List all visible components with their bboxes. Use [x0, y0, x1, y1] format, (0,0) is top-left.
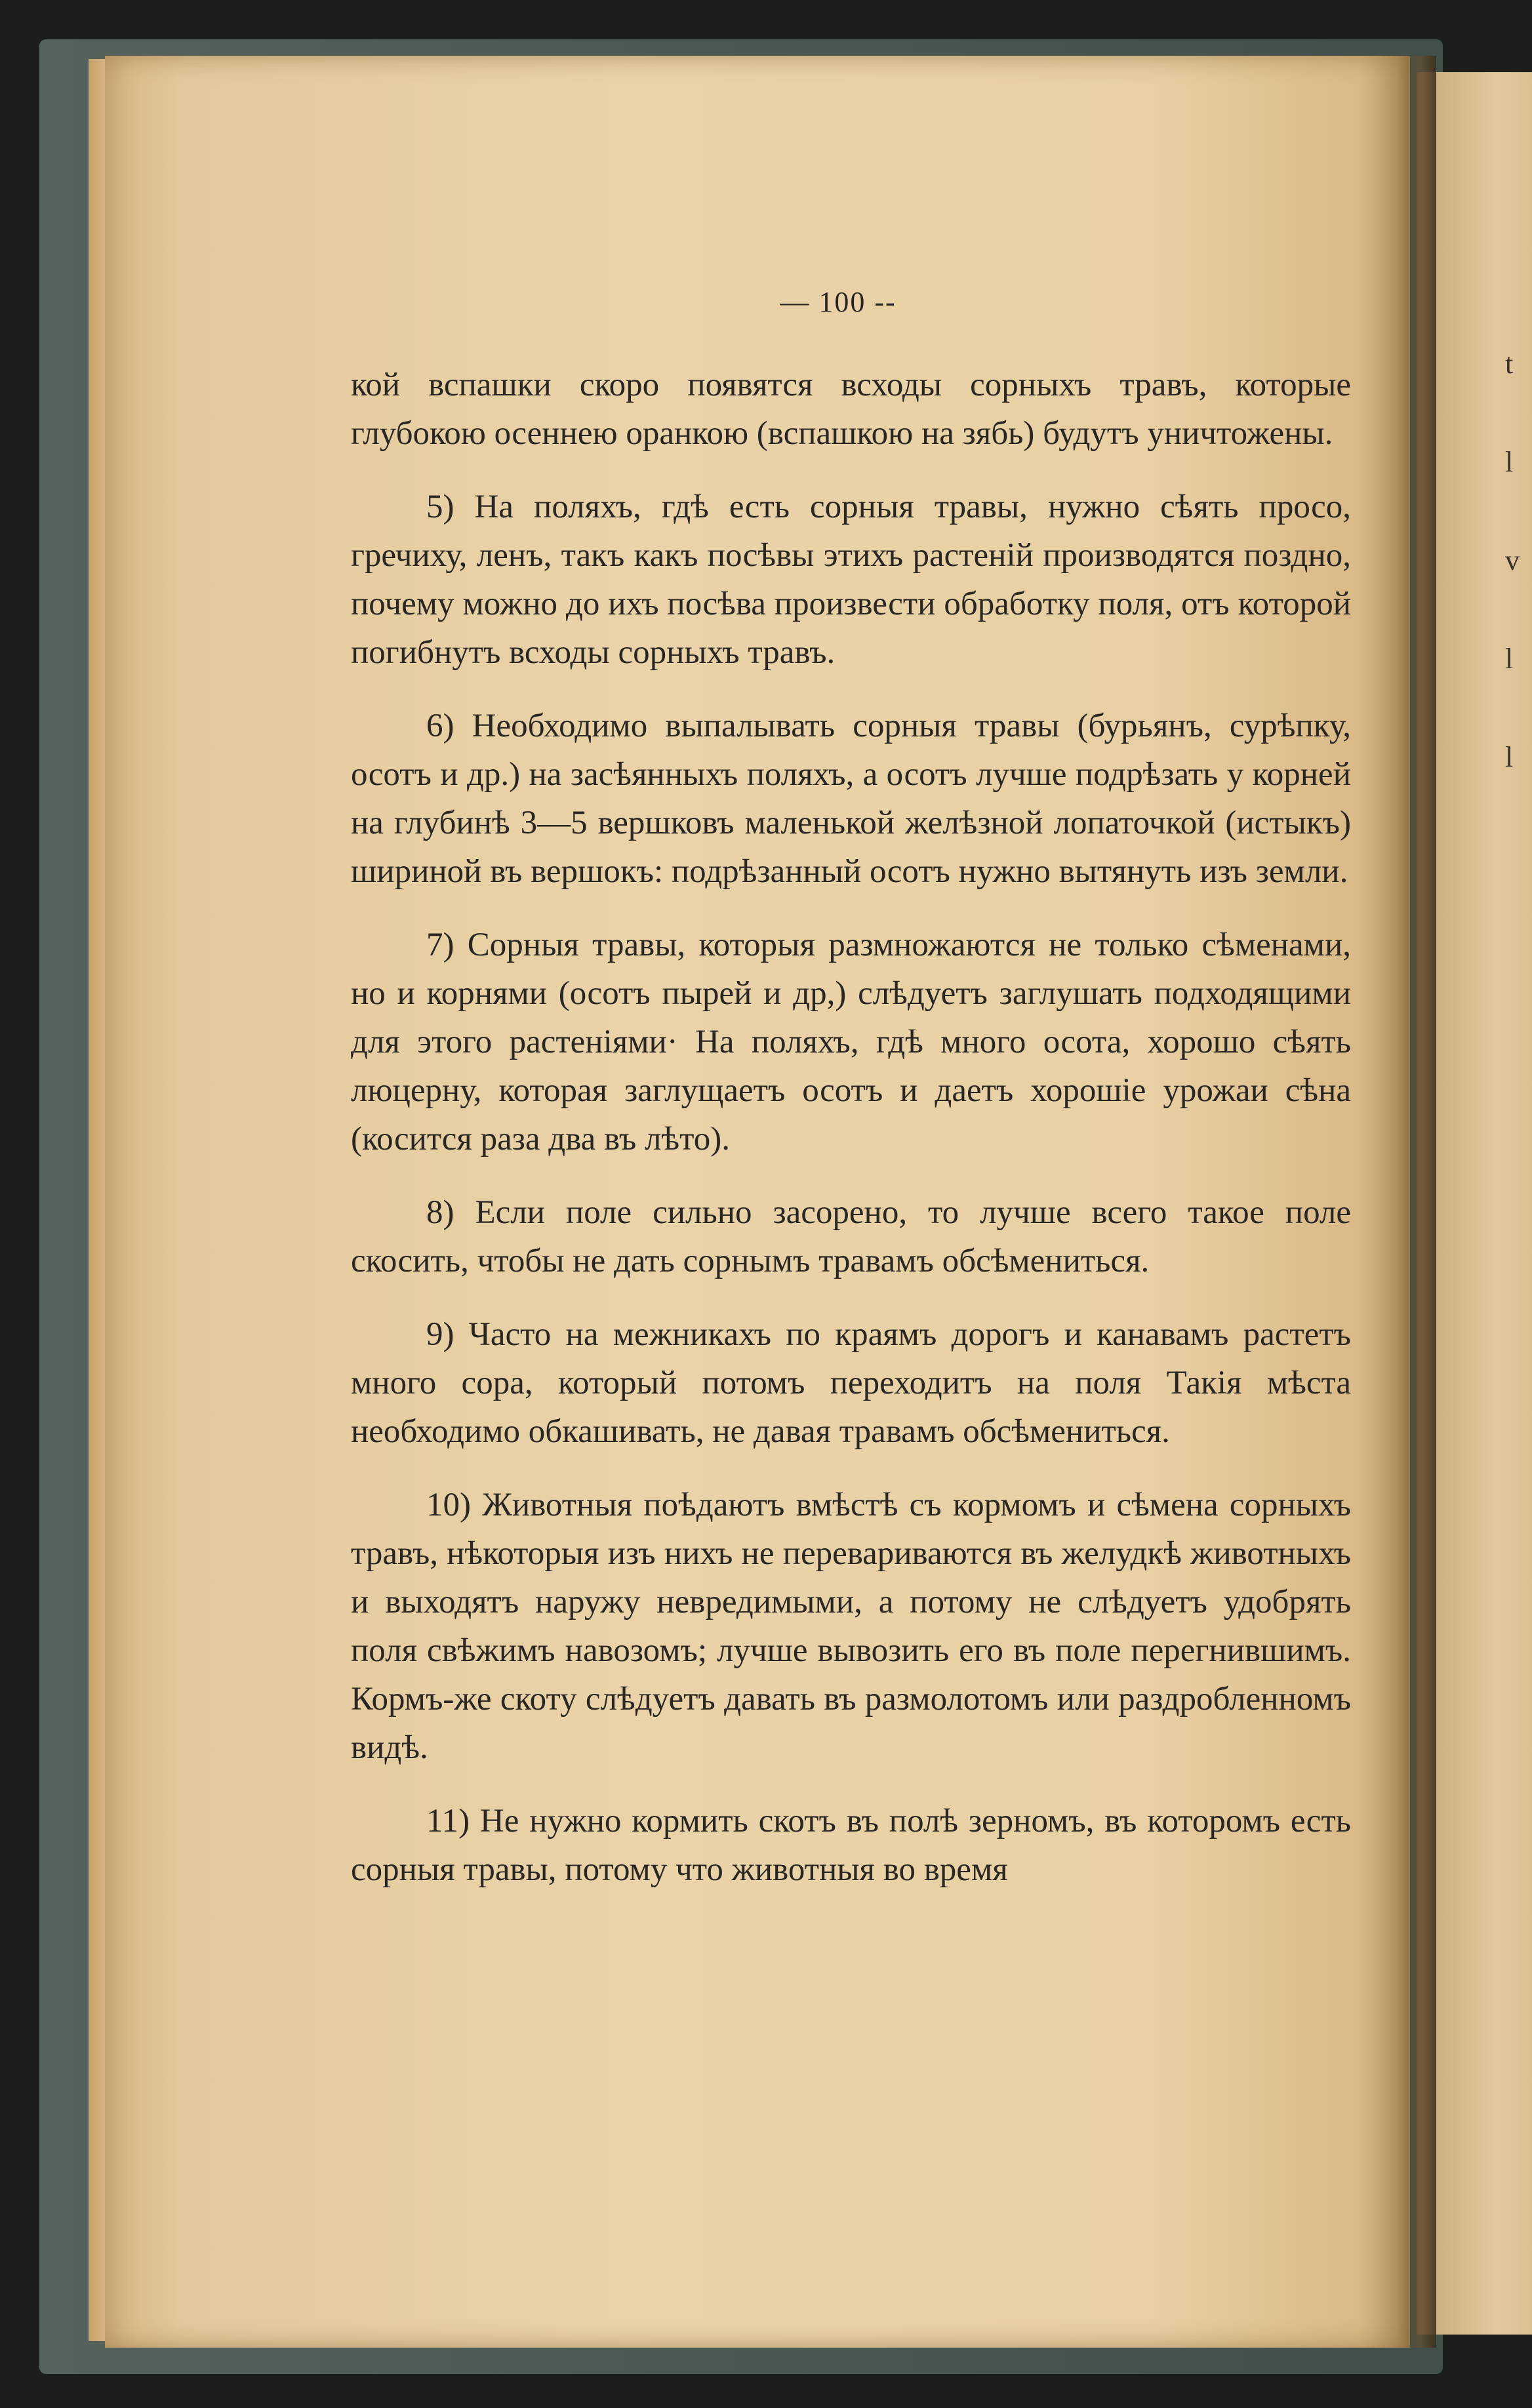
page-gutter-shadow — [1397, 56, 1436, 2348]
paragraph: 6) Необходимо выпалывать сорныя травы (бурьянъ, сурѣпку, осотъ и др.) на засѣянныхъ поляхъ, а осотъ лучше подрѣзать у корней на глубинѣ 3—5 вершковъ маленькой желѣзной лопаточкой (истыкъ) шириной въ вершокъ: подрѣзанный осотъ нужно вытянуть изъ земли. — [351, 708, 1351, 890]
facing-page-letter: t — [1505, 348, 1514, 380]
paragraph: кой вспашки скоро появятся всходы сорныхъ травъ, которые глубокою осеннею оранкою (вспашкою на зябь) будутъ уничтожены. — [351, 367, 1351, 452]
paragraph: 7) Сорныя травы, которыя размножаются не только сѣменами, но и корнями (осотъ пырей и др,) слѣдуетъ заглушать подходящими для этого растенiями· На поляхъ, гдѣ много осота, хорошо сѣять люцерну, которая заглущаетъ осотъ и даетъ хорошiе урожаи сѣна (косится раза два въ лѣто). — [351, 927, 1351, 1157]
paragraph: 5) На поляхъ, гдѣ есть сорныя травы, нужно сѣять просо, гречиху, ленъ, такъ какъ посѣвы этихъ растенiй производятся поздно, почему можно до ихъ посѣва произвести обработку поля, отъ которой погибнутъ всходы сорныхъ травъ. — [351, 489, 1351, 671]
page-number: — 100 -- — [780, 286, 897, 318]
paragraph: 10) Животныя поѣдаютъ вмѣстѣ съ кормомъ и сѣмена сорныхъ травъ, нѣкоторыя изъ нихъ не перевариваются въ желудкѣ животныхъ и выходятъ наружу невредимыми, а потому не слѣдуетъ удобрять поля свѣжимъ навозомъ; лучше вывозить его въ поле перегнившимъ. Кормъ-же скоту слѣдуетъ давать въ размолотомъ или раздробленномъ видѣ. — [351, 1487, 1351, 1766]
facing-page-fragment — [1505, 315, 1520, 807]
paragraph: 8) Если поле сильно засорено, то лучше всего такое поле скосить, чтобы не дать сорнымъ травамъ обсѣмениться. — [351, 1194, 1351, 1279]
facing-page-letter: l — [1505, 643, 1514, 675]
page-body — [351, 361, 1351, 1919]
facing-page-letter: l — [1505, 741, 1514, 773]
facing-page-letter: v — [1505, 544, 1520, 576]
paragraph: 11) Не нужно кормить скотъ въ полѣ зерномъ, въ которомъ есть сорныя травы, потому что животныя во время — [351, 1803, 1351, 1888]
facing-page-letter: l — [1505, 446, 1514, 478]
paragraph: 9) Часто на межникахъ по краямъ дорогъ и канавамъ растетъ много сора, который потомъ переходитъ на поля Такiя мѣста необходимо обкашивать, не давая травамъ обсѣмениться. — [351, 1316, 1351, 1450]
